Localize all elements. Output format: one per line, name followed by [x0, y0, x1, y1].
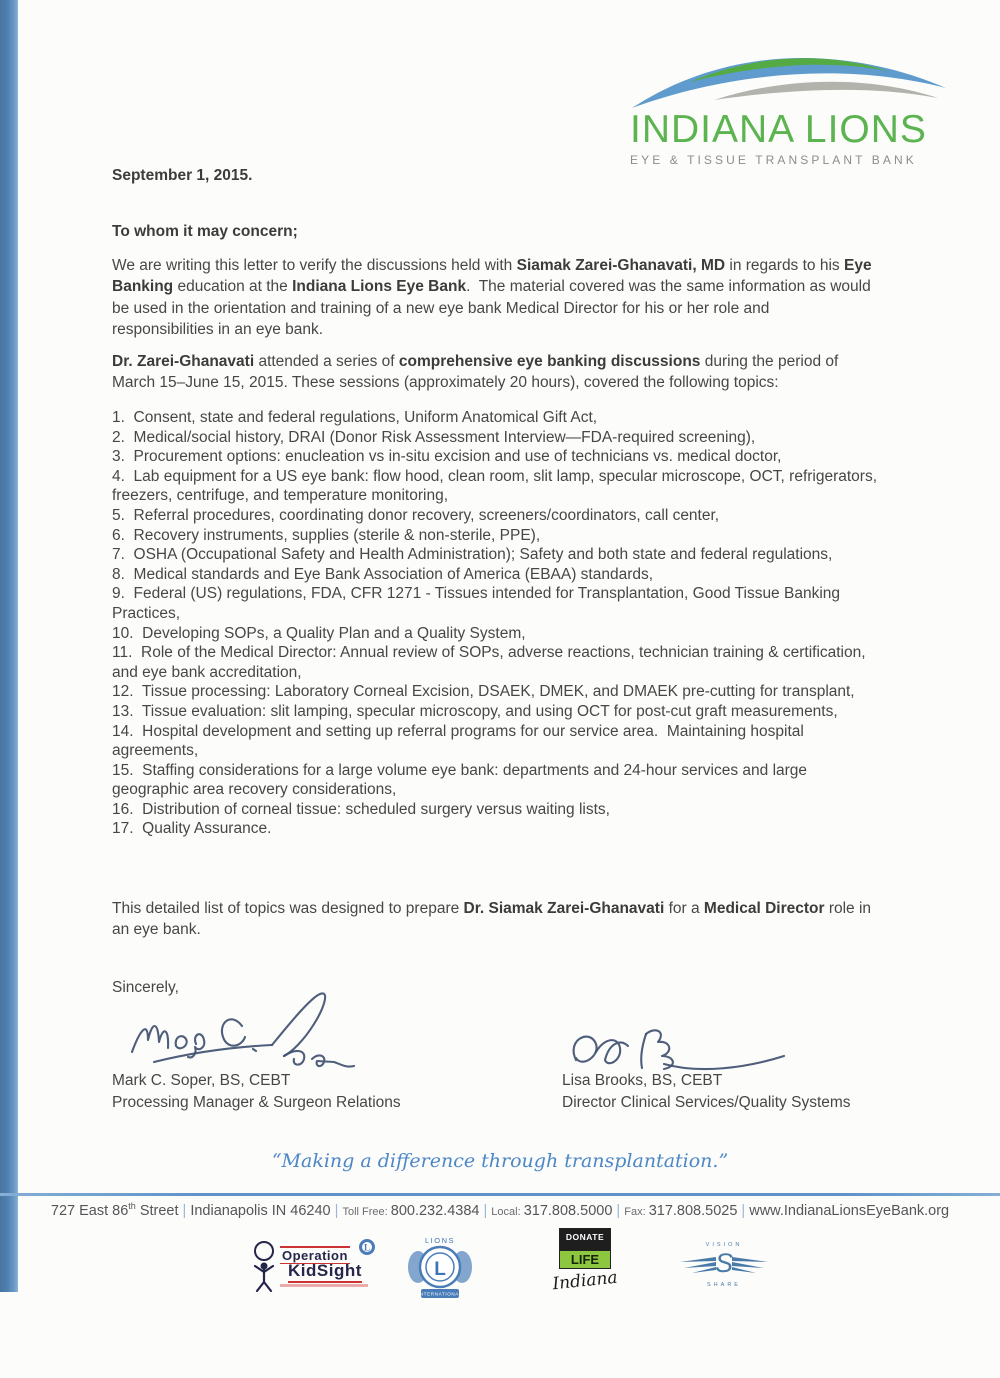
letter-date: September 1, 2015.	[112, 167, 253, 184]
signer-title: Director Clinical Services/Quality Systems	[562, 1093, 851, 1111]
kidsight-text-kidsight: KidSight	[288, 1261, 362, 1283]
topic-item: 14. Hospital development and setting up referral programs for our service area. Maintaining hospital agreements,	[112, 722, 809, 760]
topic-item: 11. Role of the Medical Director: Annual review of SOPs, adverse reactions, technician training & certification, and eye bank accreditation,	[112, 644, 870, 681]
mark-soper-signature	[124, 990, 369, 1075]
paragraph-closing: This detailed list of topics was designed to prepare Dr. Siamak Zarei-Ghanavati for a Medical Director role in an eye bank.	[112, 900, 876, 939]
salutation: To whom it may concern;	[112, 223, 298, 240]
vision-share-text-top: VISION	[705, 1242, 743, 1248]
paragraph-sessions: Dr. Zarei-Ghanavati attended a series of comprehensive eye banking discussions during the period of March 15–June 15, 2015. These sessions (approximately 20 hours), covered the following topics:	[112, 353, 843, 392]
topic-item: 2. Medical/social history, DRAI (Donor Risk Assessment Interview—FDA-required screening),	[112, 428, 756, 446]
signer-right	[562, 1070, 851, 1113]
lisa-brooks-signature	[560, 1024, 788, 1072]
scan-edge-artifact	[0, 0, 18, 1292]
signer-name: Lisa Brooks, BS, CEBT	[562, 1072, 723, 1089]
tagline: “Making a difference through transplantation.”	[271, 1150, 729, 1172]
vision-share-logo	[678, 1238, 770, 1290]
org-name: INDIANA LIONS	[630, 108, 927, 151]
vision-share-letter-s: S	[714, 1248, 734, 1278]
swoosh-arcs-icon	[630, 40, 948, 110]
topic-item: 16. Distribution of corneal tissue: scheduled surgery versus waiting lists,	[112, 800, 610, 818]
topics-list	[112, 408, 882, 839]
topic-item: 15. Staffing considerations for a large volume eye bank: departments and 24-hour services and large geographic area recovery considerations,	[112, 761, 812, 799]
kidsight-tagline-strip	[280, 1284, 368, 1287]
donate-life-text-indiana: Indiana	[551, 1267, 619, 1295]
lions-international-logo	[407, 1228, 473, 1306]
topic-item: 10. Developing SOPs, a Quality Plan and a Quality System,	[112, 624, 526, 642]
donate-life-text-donate: DONATE	[560, 1229, 610, 1250]
footer-divider	[0, 1193, 1000, 1196]
topic-item: 5. Referral procedures, coordinating donor recovery, screeners/coordinators, call center,	[112, 506, 720, 524]
topic-item: 3. Procurement options: enucleation vs in-situ excision and use of technicians vs. medical doctor,	[112, 448, 782, 466]
contact-line: 727 East 86th Street | Indianapolis IN 46240 | Toll Free: 800.232.4384 | Local: 317.808.5000 | Fax: 317.808.5025 | www.IndianaLionsEyeBank.org	[50, 1201, 950, 1219]
lions-letter-l: L	[434, 1259, 446, 1280]
letterhead	[630, 40, 948, 167]
topic-item: 1. Consent, state and federal regulations, Uniform Anatomical Gift Act,	[112, 409, 598, 426]
signer-title: Processing Manager & Surgeon Relations	[112, 1093, 401, 1111]
signoff: Sincerely,	[112, 979, 179, 996]
topic-item: 9. Federal (US) regulations, FDA, CFR 1271 - Tissues intended for Transplantation, Good Tissue Banking Practices,	[112, 585, 845, 622]
vision-share-text-bottom: SHARE	[707, 1282, 741, 1288]
signer-name: Mark C. Soper, BS, CEBT	[112, 1072, 291, 1089]
org-subtitle: EYE & TISSUE TRANSPLANT BANK	[630, 153, 917, 167]
paragraph-intro: We are writing this letter to verify the discussions held with Siamak Zarei-Ghanavati, MD in regards to his Eye Banking education at the Indiana Lions Eye Bank. The material covered was the same information as would be used in the orientation and training of a new eye bank Medical Director for his or her role and responsibilities in an eye bank.	[112, 257, 876, 339]
topic-item: 12. Tissue processing: Laboratory Corneal Excision, DSAEK, DMEK, and DMAEK pre-cutting for transplant,	[112, 683, 855, 701]
kidsight-figure-icon	[250, 1240, 280, 1292]
topic-item: 7. OSHA (Occupational Safety and Health Administration); Safety and both state and federal regulations,	[112, 546, 833, 564]
signer-left	[112, 1070, 401, 1113]
topic-item: 17. Quality Assurance.	[112, 820, 272, 838]
svg-text:L: L	[363, 1242, 371, 1253]
topic-item: 8. Medical standards and Eye Bank Association of America (EBAA) standards,	[112, 565, 654, 583]
topic-item: 6. Recovery instruments, supplies (sterile & non-sterile, PPE),	[112, 526, 541, 544]
mini-lions-emblem-icon	[358, 1238, 376, 1256]
lions-text-top: LIONS	[424, 1236, 456, 1245]
kidsight-text-operation: Operation	[282, 1248, 348, 1263]
donate-life-text-life: LIFE	[560, 1250, 610, 1268]
topic-item: 13. Tissue evaluation: slit lamping, specular microscopy, and using OCT for post-cut graft measurements,	[112, 702, 838, 720]
donate-life-indiana-logo	[552, 1228, 618, 1308]
topic-item: 4. Lab equipment for a US eye bank: flow hood, clean room, slit lamp, specular microscope, OCT, refrigerators, freezers, centrifuge, and temperature monitoring,	[112, 467, 882, 505]
operation-kidsight-logo	[250, 1238, 378, 1294]
lions-text-bottom: INTERNATIONAL	[417, 1291, 463, 1297]
